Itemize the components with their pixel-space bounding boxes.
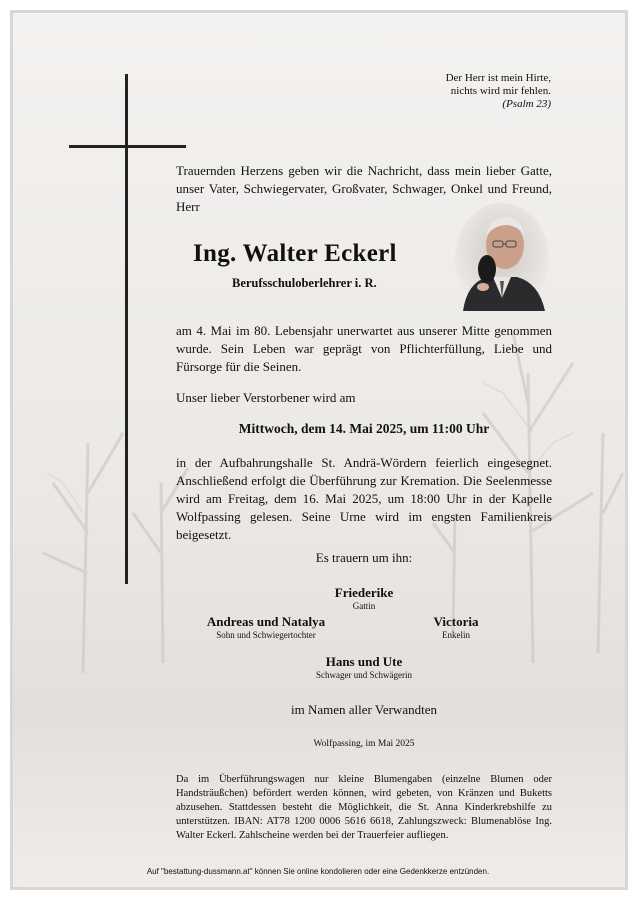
mourner-relation: Sohn und Schwiegertochter [216,630,316,640]
death-text: am 4. Mai im 80. Lebensjahr unerwartet aus unserer Mitte genommen wurde. Sein Leben war geprägt von Pflichterfüllung, Liebe und Fürsorge für die Seinen. [176,323,552,374]
psalm-line-1: Der Herr ist mein Hirte, [445,72,551,84]
deceased-title: Berufsschuloberlehrer i. R. [232,276,377,290]
mourner-name: Andreas und Natalya [206,614,326,629]
deceased-name: Ing. Walter Eckerl [193,240,397,267]
mourner-relation: Enkelin [442,630,470,640]
mourner-name: Hans und Ute [325,654,403,669]
mourner-name: Friederike [334,585,394,600]
flower-notice: Da im Überführungswagen nur kleine Blumengaben (einzelne Blumen oder Handsträußchen) befördert werden können, wird gebeten, von Kränzen und Buketts abzusehen. Stattdessen besteht die Möglichkeit, die St. Anna Kinderkrebshilfe zu unterstützen. IBAN: AT78 1200 0006 5616 6618, Zahlungszweck: Blumenablöse Ing. Walter Eckerl. Zahlscheine werden bei der Trauerfeier aufliegen. [176,774,552,841]
mourner-2 [176,614,356,640]
place-date: Wolfpassing, im Mai 2025 [313,739,415,749]
ceremony-date: Mittwoch, dem 14. Mai 2025, um 11:00 Uhr [238,421,490,436]
mourner-3 [400,614,512,640]
psalm-quote [446,72,551,111]
intro-text: Trauernden Herzens geben wir die Nachricht, dass mein lieber Gatte, unser Vater, Schwiegervater, Großvater, Schwager, Onkel und Freund, Herr [176,163,552,214]
mourner-relation: Gattin [352,601,376,611]
psalm-reference: (Psalm 23) [502,98,551,110]
mourner-4 [176,654,552,680]
portrait-photo [455,203,550,313]
ceremony-intro: Unser lieber Verstorbener wird am [176,390,356,405]
watermark-mark: · · · [14,885,24,891]
mourners-heading: Es trauern um ihn: [315,550,413,565]
mourner-name: Victoria [433,614,479,629]
mourner-relation: Schwager und Schwägerin [316,670,412,680]
mourner-1 [176,585,552,611]
online-condolence-footer: Auf "bestattung-dussmann.at" können Sie online kondolieren oder eine Gedenkkerze entzünden. [146,867,490,876]
relatives-line: im Namen aller Verwandten [291,702,437,717]
ceremony-text: in der Aufbahrungshalle St. Andrä-Wördern feierlich eingesegnet. Anschließend erfolgt die Überführung zur Kremation. Die Seelenmesse wird am Freitag, dem 16. Mai 2025, um 18:00 Uhr in der Kapelle Wolfpassing gelesen. Seine Urne wird im engsten Familienkreis beigesetzt. [176,455,552,542]
psalm-line-2: nichts wird mir fehlen. [450,85,551,97]
